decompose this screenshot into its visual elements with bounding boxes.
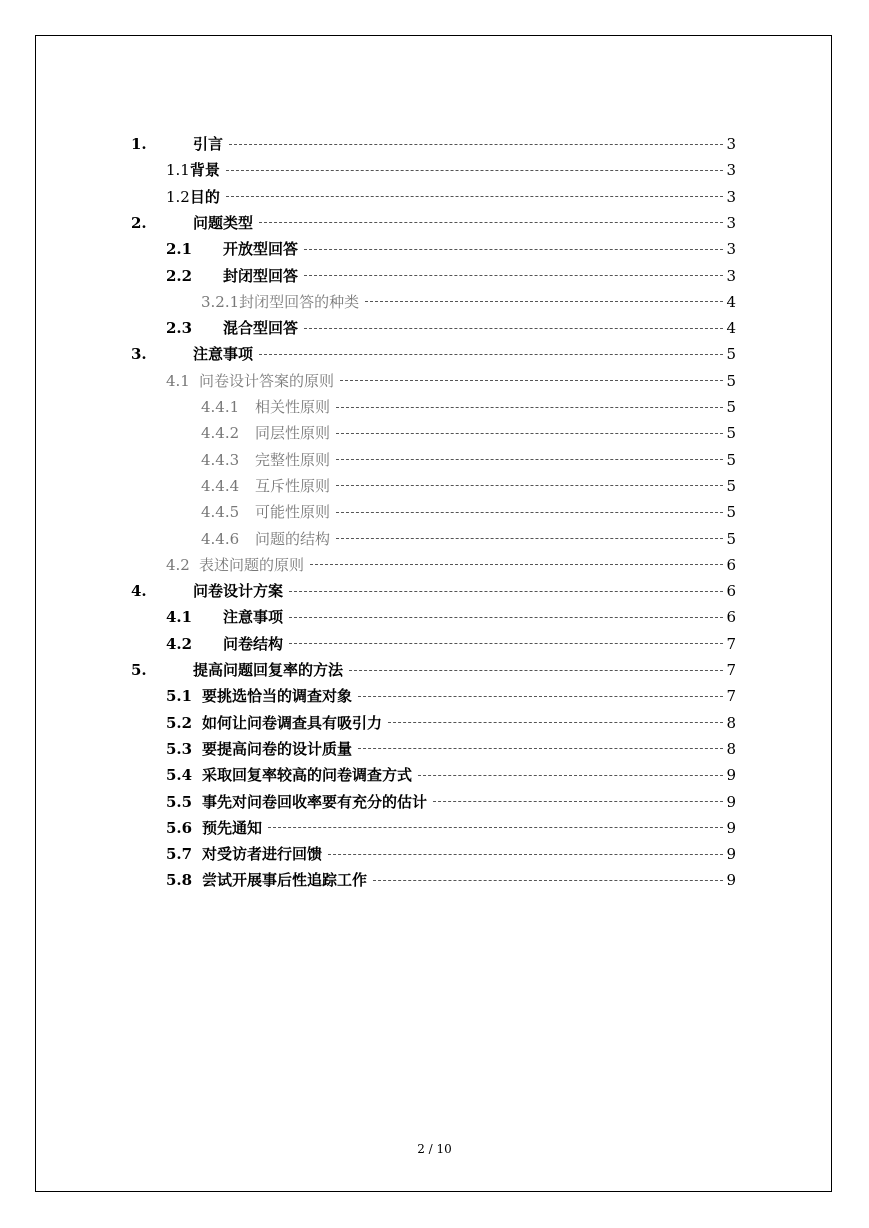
toc-leader-line — [229, 144, 723, 145]
toc-entry-page: 7 — [726, 661, 736, 679]
toc-entry-title: 要挑选恰当的调查对象 — [202, 687, 353, 706]
toc-entry-title: 目的 — [189, 187, 220, 206]
toc-entry-title: 如何让问卷调查具有吸引力 — [202, 713, 383, 732]
toc-entry-page: 3 — [726, 161, 736, 180]
toc-entry-number: 5.5 — [166, 792, 193, 811]
toc-entry-title: 问卷结构 — [223, 634, 284, 653]
toc-entry-number: 5.1 — [166, 687, 193, 706]
toc-entry[interactable] — [166, 315, 736, 341]
toc-entry-page: 5 — [726, 450, 736, 469]
toc-entry-title: 互斥性原则 — [255, 476, 331, 495]
toc-leader-line — [336, 433, 723, 434]
toc-entry-title: 相关性原则 — [255, 398, 331, 416]
toc-entry-page: 5 — [726, 529, 736, 548]
toc-entry[interactable] — [131, 657, 736, 683]
toc-entry[interactable] — [166, 762, 736, 788]
toc-entry-title: 注意事项 — [193, 345, 254, 364]
toc-entry-page: 5 — [726, 476, 736, 495]
toc-leader-line — [259, 354, 723, 355]
toc-leader-line — [336, 485, 723, 486]
toc-entry-title: 事先对问卷回收率要有充分的估计 — [202, 792, 428, 811]
toc-entry-number: 5.7 — [166, 845, 193, 864]
toc-leader-line — [304, 249, 723, 250]
toc-entry[interactable] — [166, 263, 736, 289]
toc-entry[interactable] — [166, 683, 736, 709]
toc-entry-number: 1.2 — [166, 187, 190, 206]
toc-entry[interactable] — [131, 131, 736, 157]
toc-entry[interactable] — [201, 289, 736, 315]
toc-leader-line — [226, 196, 723, 197]
toc-leader-line — [336, 512, 723, 513]
toc-entry[interactable] — [131, 341, 736, 367]
toc-entry-number: 5.6 — [166, 818, 193, 837]
toc-entry[interactable] — [131, 210, 736, 236]
toc-entry-page: 6 — [726, 582, 736, 601]
toc-entry-page: 8 — [726, 713, 736, 732]
toc-entry-title: 表述问题的原则 — [199, 555, 305, 574]
toc-leader-line — [336, 407, 723, 408]
toc-entry-title: 问卷设计方案 — [193, 582, 284, 601]
toc-entry-page: 5 — [726, 424, 736, 443]
toc-entry-title: 同层性原则 — [255, 424, 331, 443]
toc-entry[interactable] — [166, 631, 736, 657]
toc-entry-title: 问题的结构 — [255, 529, 331, 548]
toc-leader-line — [349, 670, 723, 671]
toc-entry-number: 4.2 — [166, 555, 190, 574]
toc-entry[interactable] — [166, 789, 736, 815]
toc-entry[interactable] — [166, 710, 736, 736]
toc-entry-number: 4.2 — [166, 634, 193, 653]
toc-leader-line — [418, 775, 723, 776]
toc-entry-page: 9 — [726, 818, 736, 837]
toc-entry-number: 4.4.6 — [201, 529, 240, 548]
toc-entry-title: 要提高问卷的设计质量 — [202, 739, 353, 758]
toc-entry-page: 5 — [726, 398, 736, 416]
toc-entry[interactable] — [166, 368, 736, 394]
toc-entry-title: 封闭型回答的种类 — [239, 292, 360, 311]
toc-leader-line — [310, 564, 723, 565]
toc-entry-page: 9 — [726, 871, 736, 890]
toc-leader-line — [289, 643, 723, 644]
toc-leader-line — [358, 748, 723, 749]
toc-entry[interactable] — [166, 736, 736, 762]
toc-entry-title: 采取回复率较高的问卷调查方式 — [202, 766, 413, 785]
toc-leader-line — [259, 222, 723, 223]
toc-entry-page: 3 — [726, 266, 736, 285]
toc-entry[interactable] — [131, 578, 736, 604]
toc-entry-page: 3 — [726, 240, 736, 259]
toc-entry-title: 开放型回答 — [223, 240, 299, 259]
toc-leader-line — [268, 827, 723, 828]
toc-entry[interactable] — [166, 552, 736, 578]
toc-entry-page: 9 — [726, 792, 736, 811]
toc-entry-number: 4.4.1 — [201, 398, 240, 416]
toc-entry-number: 4.4.5 — [201, 503, 240, 522]
toc-entry-page: 3 — [726, 135, 736, 153]
toc-entry-number: 2.1 — [166, 240, 193, 259]
toc-entry[interactable] — [201, 499, 736, 525]
toc-entry-number: 5.3 — [166, 739, 193, 758]
toc-entry-title: 注意事项 — [223, 608, 284, 627]
toc-leader-line — [388, 722, 723, 723]
toc-entry-title: 尝试开展事后性追踪工作 — [202, 871, 368, 890]
toc-entry[interactable] — [201, 526, 736, 552]
toc-entry-title: 混合型回答 — [223, 319, 299, 338]
toc-entry-page: 4 — [726, 292, 736, 311]
toc-entry-number: 3.2.1 — [201, 292, 240, 311]
toc-leader-line — [336, 459, 723, 460]
toc-leader-line — [328, 854, 723, 855]
toc-entry-number: 1. — [131, 135, 147, 153]
toc-entry-page: 3 — [726, 187, 736, 206]
toc-leader-line — [226, 170, 723, 171]
toc-entry-page: 9 — [726, 845, 736, 864]
toc-entry-number: 2.3 — [166, 319, 193, 338]
toc-entry-page: 6 — [726, 608, 736, 627]
toc-entry-title: 提高问题回复率的方法 — [193, 661, 344, 679]
toc-entry[interactable] — [201, 447, 736, 473]
toc-leader-line — [373, 880, 723, 881]
toc-entry-title: 预先通知 — [202, 818, 263, 837]
toc-entry[interactable] — [166, 841, 736, 867]
toc-entry-title: 完整性原则 — [255, 450, 331, 469]
toc-entry-title: 可能性原则 — [255, 503, 331, 522]
toc-leader-line — [304, 328, 723, 329]
toc-entry[interactable] — [201, 473, 736, 499]
toc-entry-number: 2. — [131, 213, 147, 232]
toc-entry-page: 5 — [726, 345, 736, 364]
toc-entry-page: 4 — [726, 319, 736, 338]
toc-entry-page: 9 — [726, 766, 736, 785]
toc-entry-number: 1.1 — [166, 161, 190, 180]
toc-entry-number: 4.1 — [166, 371, 190, 390]
page-number: 2 / 10 — [417, 1142, 452, 1156]
toc-entry[interactable] — [201, 420, 736, 446]
toc-entry-page: 5 — [726, 503, 736, 522]
toc-entry-number: 5. — [131, 661, 147, 679]
toc-leader-line — [304, 275, 723, 276]
toc-entry-number: 5.8 — [166, 871, 193, 890]
toc-entry-number: 2.2 — [166, 266, 193, 285]
toc-entry-number: 4. — [131, 582, 147, 601]
toc-entry[interactable] — [166, 604, 736, 630]
toc-entry-page: 8 — [726, 739, 736, 758]
toc-leader-line — [433, 801, 723, 802]
toc-entry[interactable] — [166, 184, 736, 210]
toc-entry-title: 问卷设计答案的原则 — [199, 371, 335, 390]
toc-entry-title: 问题类型 — [193, 213, 254, 232]
toc-entry-number: 3. — [131, 345, 147, 364]
toc-entry[interactable] — [166, 157, 736, 183]
toc-leader-line — [336, 538, 723, 539]
toc-entry-page: 7 — [726, 687, 736, 706]
toc-entry[interactable] — [166, 867, 736, 893]
toc-entry[interactable] — [166, 815, 736, 841]
toc-entry-page: 5 — [726, 371, 736, 390]
toc-entry-title: 引言 — [193, 135, 224, 153]
toc-entry-number: 5.2 — [166, 713, 193, 732]
toc-leader-line — [340, 380, 723, 381]
toc-entry-page: 3 — [726, 213, 736, 232]
toc-entry-page: 6 — [726, 555, 736, 574]
toc-entry-number: 4.4.2 — [201, 424, 240, 443]
toc-leader-line — [289, 591, 723, 592]
toc-entry-number: 5.4 — [166, 766, 193, 785]
toc-entry-page: 7 — [726, 634, 736, 653]
toc-leader-line — [365, 301, 723, 302]
toc-entry-title: 背景 — [189, 161, 220, 180]
toc-entry-number: 4.4.3 — [201, 450, 240, 469]
toc-entry-number: 4.1 — [166, 608, 193, 627]
toc-entry-number: 4.4.4 — [201, 476, 240, 495]
toc-leader-line — [358, 696, 723, 697]
toc-leader-line — [289, 617, 723, 618]
toc-entry-title: 对受访者进行回馈 — [202, 845, 323, 864]
toc-entry[interactable] — [201, 394, 736, 420]
toc-entry[interactable] — [166, 236, 736, 262]
toc-entry-title: 封闭型回答 — [223, 266, 299, 285]
